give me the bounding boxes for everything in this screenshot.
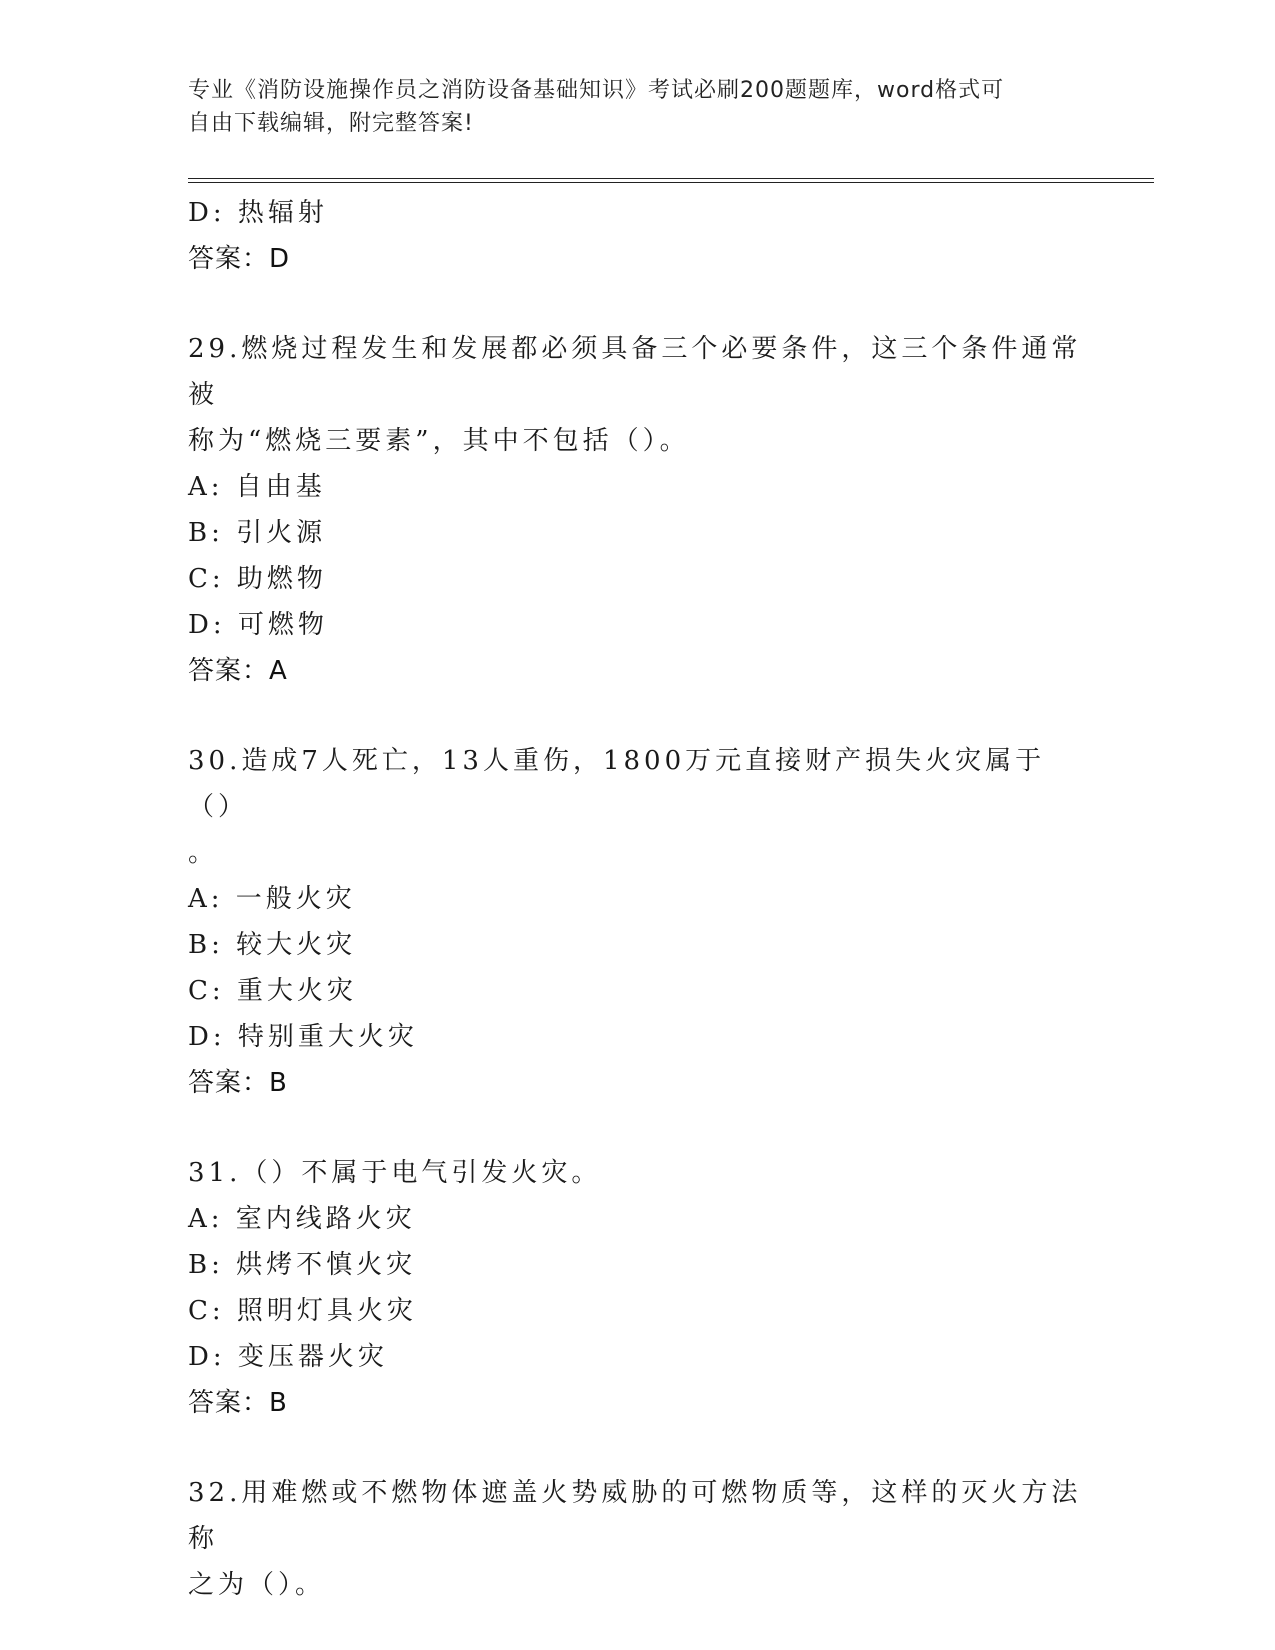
header-line-2: 自由下载编辑，附完整答案! bbox=[188, 111, 474, 136]
question-text-line-2: 。 bbox=[188, 838, 219, 868]
answer-line: 答案：D bbox=[188, 244, 291, 274]
answer-line: 答案：B bbox=[188, 1068, 288, 1098]
question-29 bbox=[188, 326, 1088, 694]
option-d: D: 特别重大火灾 bbox=[188, 1022, 418, 1052]
question-text-line-1: 31.（）不属于电气引发火灾。 bbox=[188, 1158, 602, 1188]
option-b: B: 引火源 bbox=[188, 518, 327, 548]
document-header bbox=[188, 74, 1068, 140]
option-a: A: 一般火灾 bbox=[188, 884, 356, 914]
header-divider bbox=[188, 178, 1154, 183]
question-30 bbox=[188, 738, 1088, 1106]
question-31 bbox=[188, 1150, 1088, 1426]
document-body bbox=[188, 190, 1088, 1608]
question-text-line-1: 30.造成7人死亡，13人重伤，1800万元直接财产损失火灾属于（） bbox=[188, 746, 1046, 822]
option-a: A: 室内线路火灾 bbox=[188, 1204, 416, 1234]
option-b: B: 烘烤不慎火灾 bbox=[188, 1250, 417, 1280]
header-line-1: 专业《消防设施操作员之消防设备基础知识》考试必刷200题题库，word格式可 bbox=[188, 78, 1005, 103]
option-d: D: 热辐射 bbox=[188, 198, 328, 228]
answer-line: 答案：B bbox=[188, 1388, 288, 1418]
option-b: B: 较大火灾 bbox=[188, 930, 357, 960]
option-c: C: 助燃物 bbox=[188, 564, 327, 594]
option-d: D: 可燃物 bbox=[188, 610, 328, 640]
answer-line: 答案：A bbox=[188, 656, 288, 686]
question-32 bbox=[188, 1470, 1088, 1608]
lead-question-tail bbox=[188, 190, 1088, 282]
option-a: A: 自由基 bbox=[188, 472, 326, 502]
option-c: C: 重大火灾 bbox=[188, 976, 357, 1006]
question-text-line-1: 29.燃烧过程发生和发展都必须具备三个必要条件，这三个条件通常被 bbox=[188, 334, 1082, 410]
option-c: C: 照明灯具火灾 bbox=[188, 1296, 417, 1326]
question-text-line-1: 32.用难燃或不燃物体遮盖火势威胁的可燃物质等，这样的灭火方法称 bbox=[188, 1478, 1082, 1554]
option-d: D: 变压器火灾 bbox=[188, 1342, 388, 1372]
question-text-line-2: 之为（）。 bbox=[188, 1570, 326, 1600]
question-text-line-2: 称为“燃烧三要素”，其中不包括（）。 bbox=[188, 426, 690, 456]
